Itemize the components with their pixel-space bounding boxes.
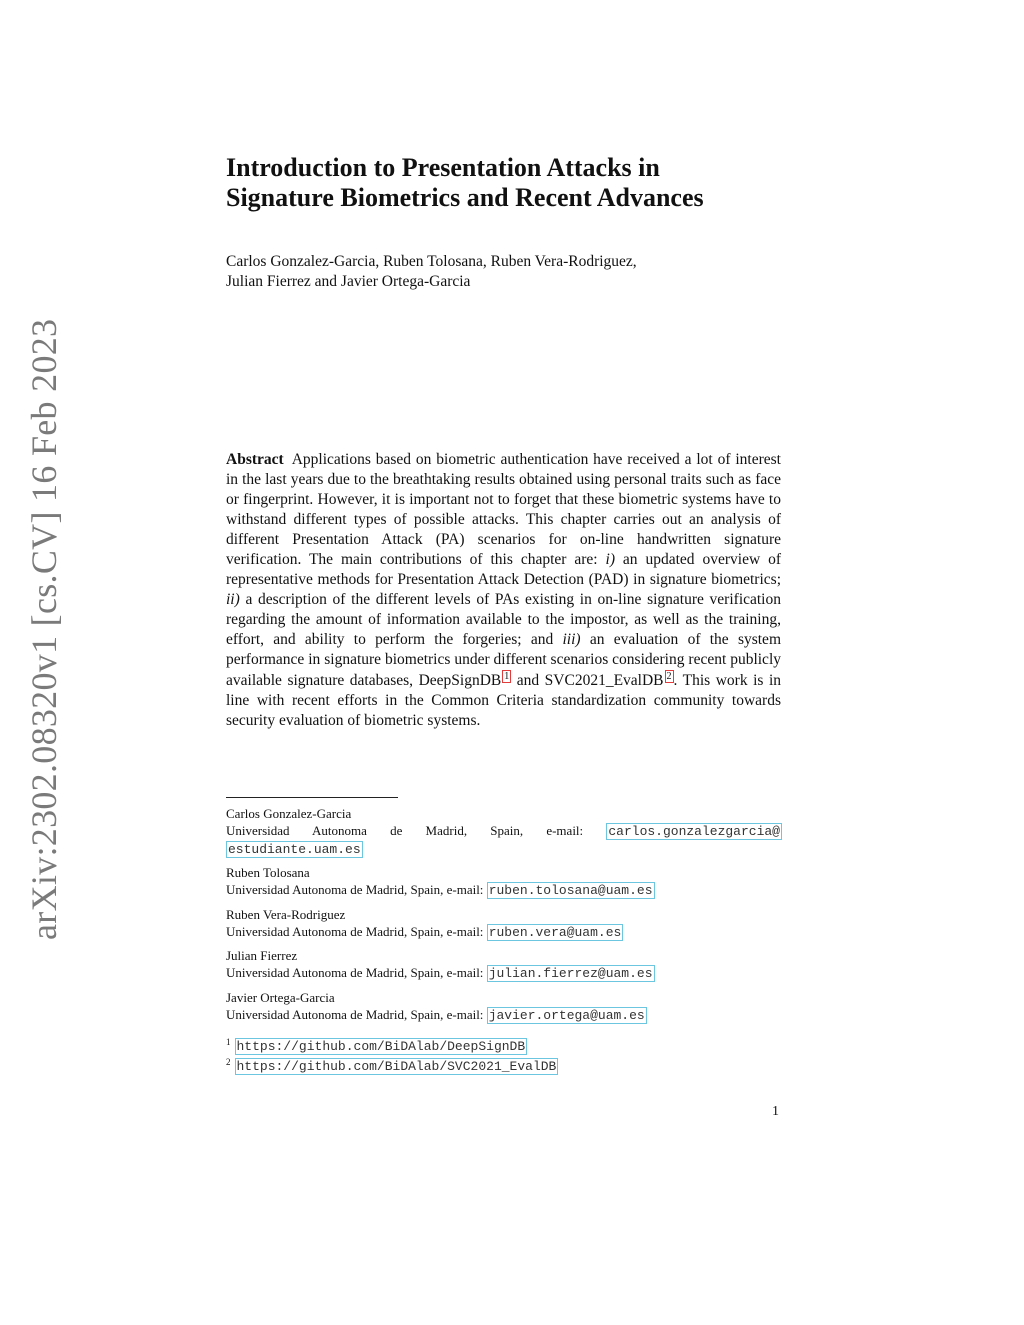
affiliation-4	[226, 947, 782, 982]
footnote-divider	[226, 797, 398, 798]
footnote-mark: 2	[226, 1057, 231, 1067]
affiliation-line	[226, 964, 782, 982]
title-line-1: Introduction to Presentation Attacks in	[226, 153, 660, 182]
footnote-ref-1[interactable]: 1	[504, 671, 510, 682]
email-link[interactable]: ruben.tolosana@uam.es	[488, 883, 653, 898]
affiliation-line	[226, 822, 782, 840]
footnote-mark: 1	[226, 1037, 231, 1047]
footnote-url-link[interactable]: https://github.com/BiDAlab/DeepSignDB	[236, 1039, 526, 1055]
footnote-1	[226, 1034, 527, 1055]
affiliation-institution: Universidad Autonoma de Madrid, Spain, e-mail:	[226, 965, 484, 980]
affiliation-institution: Universidad Autonoma de Madrid, Spain, e-mail:	[226, 823, 584, 838]
abstract-text-5: and SVC2021_EvalDB	[511, 672, 664, 690]
affiliation-name: Carlos Gonzalez-Garcia	[226, 806, 352, 821]
footnote-ref-2[interactable]: 2	[666, 671, 672, 682]
email-link-cont[interactable]: estudiante.uam.es	[228, 842, 361, 857]
abstract-text-1: Applications based on biometric authentication have received a lot of interest in the last years due to the breathtaking results obtained using personal traits such as face or fingerprint. However, it is important not to forget that these biometric systems have to withstand different types of possible attacks. This chapter carries out an analysis of different Presentation Attack (PA) scenarios for on-line handwritten signature verification. The main contributions of this chapter are:	[226, 451, 781, 568]
marker-ii: ii)	[226, 591, 240, 608]
footnote-url-link[interactable]: https://github.com/BiDAlab/SVC2021_EvalDB	[236, 1059, 557, 1075]
affiliation-email-cont	[226, 840, 782, 858]
affiliation-3	[226, 906, 782, 941]
authors-line-2: Julian Fierrez and Javier Ortega-Garcia	[226, 273, 471, 290]
abstract	[226, 450, 781, 731]
abstract-text-2: an updated overview of representative methods for Presentation Attack Detection (PAD) in signature biometrics;	[226, 551, 782, 588]
affiliation-line	[226, 881, 782, 899]
abstract-label: Abstract	[226, 451, 284, 468]
affiliation-2	[226, 864, 782, 899]
email-link[interactable]: carlos.gonzalezgarcia@	[608, 824, 780, 839]
abstract-text-3: a description of the different levels of PAs existing in on-line signature verification regarding the amount of information available to the impostor, as well as the training, effort, and ability to perform the forgeries; and	[226, 591, 781, 648]
arxiv-stamp: arXiv:2302.08320v1 [cs.CV] 16 Feb 2023	[24, 318, 64, 940]
title-line-2: Signature Biometrics and Recent Advances	[226, 183, 704, 212]
email-link[interactable]: javier.ortega@uam.es	[488, 1008, 645, 1023]
email-link[interactable]: ruben.vera@uam.es	[488, 925, 622, 940]
affiliation-1	[226, 805, 782, 858]
email-link[interactable]: julian.fierrez@uam.es	[488, 966, 653, 981]
footnote-2	[226, 1054, 558, 1075]
affiliation-name: Julian Fierrez	[226, 948, 298, 963]
paper-title	[226, 153, 826, 213]
abstract-text-4: an evaluation of the system performance in signature biometrics under different scenarios considering recent publicly available signature databases, DeepSignDB	[226, 631, 781, 690]
authors-line-1: Carlos Gonzalez-Garcia, Ruben Tolosana, Ruben Vera-Rodriguez,	[226, 253, 637, 270]
author-list	[226, 252, 786, 292]
affiliation-institution: Universidad Autonoma de Madrid, Spain, e-mail:	[226, 1007, 484, 1022]
affiliation-5	[226, 989, 782, 1024]
affiliation-institution: Universidad Autonoma de Madrid, Spain, e-mail:	[226, 882, 484, 897]
affiliation-line	[226, 923, 782, 941]
affiliation-line	[226, 1006, 782, 1024]
affiliation-institution: Universidad Autonoma de Madrid, Spain, e-mail:	[226, 924, 484, 939]
affiliation-name: Ruben Vera-Rodriguez	[226, 907, 346, 922]
affiliation-name: Javier Ortega-Garcia	[226, 990, 335, 1005]
page-number: 1	[772, 1104, 779, 1119]
marker-i: i)	[605, 551, 615, 568]
affiliation-name: Ruben Tolosana	[226, 865, 310, 880]
abstract-text-6: . This work is in line with recent efforts in the Common Criteria standardization community towards security evaluation of biometric systems.	[226, 672, 782, 730]
marker-iii: iii)	[562, 631, 581, 648]
